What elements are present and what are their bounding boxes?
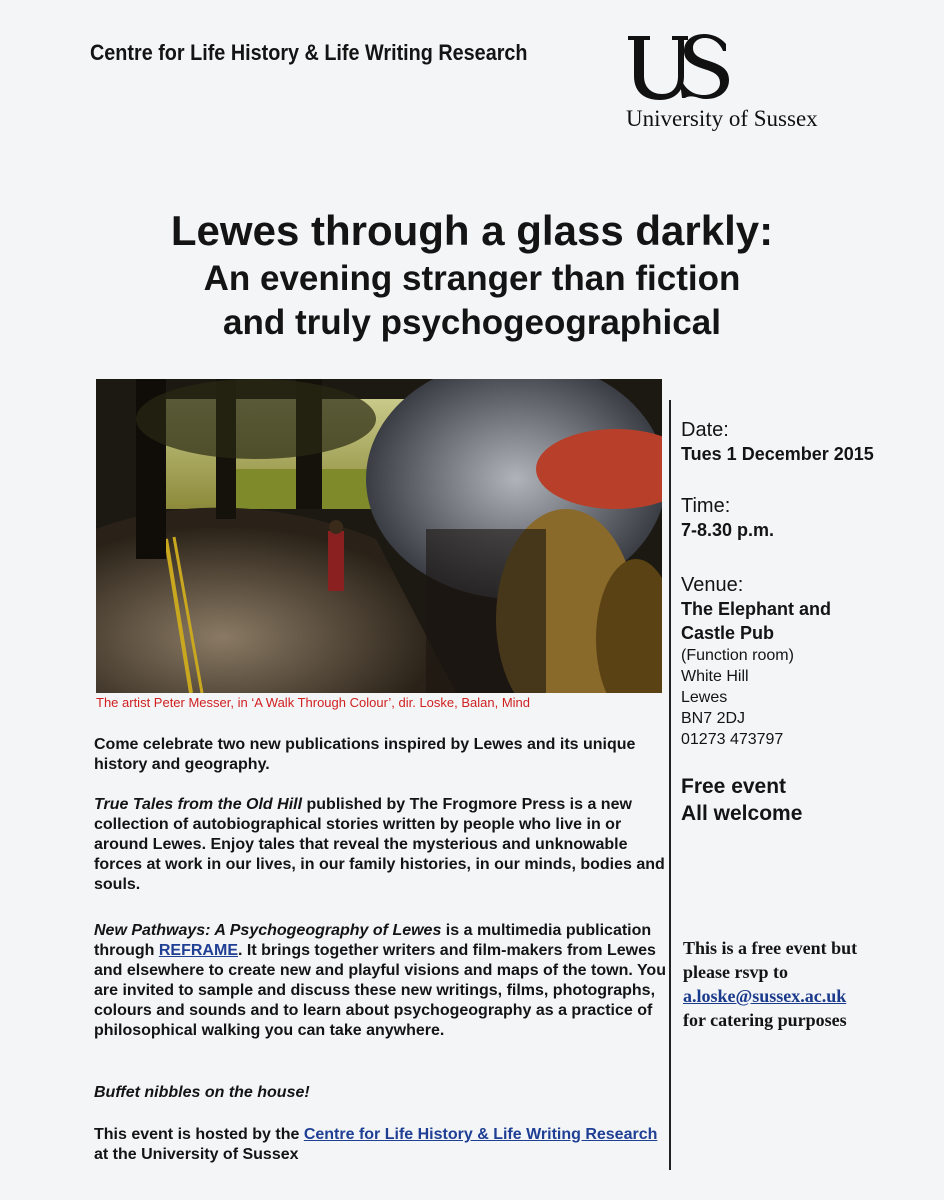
host-paragraph (94, 1125, 666, 1165)
photo-caption: The artist Peter Messer, in ‘A Walk Through Colour’, dir. Loske, Balan, Mind (96, 695, 531, 710)
time-block (681, 494, 774, 542)
venue-room: (Function room) (681, 647, 794, 664)
centre-link[interactable]: Centre for Life History & Life Writing Research (303, 1126, 658, 1143)
venue-label: Venue: (681, 574, 744, 596)
intro-paragraph (94, 735, 666, 775)
painting-scene-image (96, 379, 662, 693)
book2-intro: is a multimedia publication through (94, 922, 652, 959)
venue-block (681, 573, 831, 750)
reframe-link[interactable]: REFRAME (158, 942, 238, 959)
venue-postcode: BN7 2DJ (681, 710, 746, 727)
rsvp-block (683, 936, 923, 1032)
title-line-1: Lewes through a glass darkly: (170, 207, 774, 254)
book2-title: New Pathways: A Psychogeography of Lewes (94, 922, 442, 939)
event-photo (96, 379, 662, 693)
book2-paragraph (94, 921, 666, 1041)
title-line-3: and truly psychogeographical (223, 303, 721, 342)
rsvp-line-1: This is a free event but (683, 938, 858, 958)
rsvp-email-link[interactable]: a.loske@sussex.ac.uk (683, 986, 847, 1006)
university-logo-mark (622, 30, 732, 102)
free-event-text: Free event (681, 775, 787, 798)
rsvp-line-2: please rsvp to (683, 962, 788, 982)
intro-text: Come celebrate two new publications inspired by Lewes and its unique history and geography. (94, 736, 636, 773)
book1-paragraph (94, 795, 666, 895)
venue-name-line-1: The Elephant and (681, 599, 832, 619)
event-title (0, 205, 944, 345)
host-intro: This event is hosted by the (94, 1126, 304, 1143)
venue-town: Lewes (681, 689, 728, 706)
book2-description: . It brings together writers and film-makers from Lewes and elsewhere to create new and playful visions and maps of the town. You are invited to sample and discuss these new writings, films, photographs, colours and sounds and to learn about psychogeography as a practice of philosophical walking you can take anywhere. (94, 942, 666, 1039)
host-outro: at the University of Sussex (94, 1146, 299, 1163)
all-welcome-text: All welcome (681, 802, 803, 825)
rsvp-line-3: for catering purposes (683, 1010, 847, 1030)
column-divider (669, 400, 671, 1170)
date-value: Tues 1 December 2015 (681, 444, 874, 464)
centre-name: Centre for Life History & Life Writing Research (90, 40, 528, 65)
title-line-2: An evening stranger than fiction (203, 259, 741, 298)
book1-title: True Tales from the Old Hill (94, 796, 303, 813)
date-label: Date: (681, 419, 729, 441)
university-name: University of Sussex (626, 106, 818, 131)
buffet-paragraph (94, 1083, 666, 1103)
buffet-text: Buffet nibbles on the house! (94, 1084, 310, 1101)
venue-name-line-2: Castle Pub (681, 623, 775, 643)
time-label: Time: (681, 495, 731, 517)
date-block (681, 418, 874, 466)
book1-description: published by The Frogmore Press is a new collection of autobiographical stories written by people who live in or around Lewes. Enjoy tales that reveal the mysterious and unknowable forces at work in our lives, in our family histories, in our minds, bodies and souls. (94, 796, 665, 893)
time-value: 7-8.30 p.m. (681, 520, 775, 540)
free-event-block (681, 773, 802, 827)
venue-phone: 01273 473797 (681, 731, 784, 748)
venue-street: White Hill (681, 668, 749, 685)
